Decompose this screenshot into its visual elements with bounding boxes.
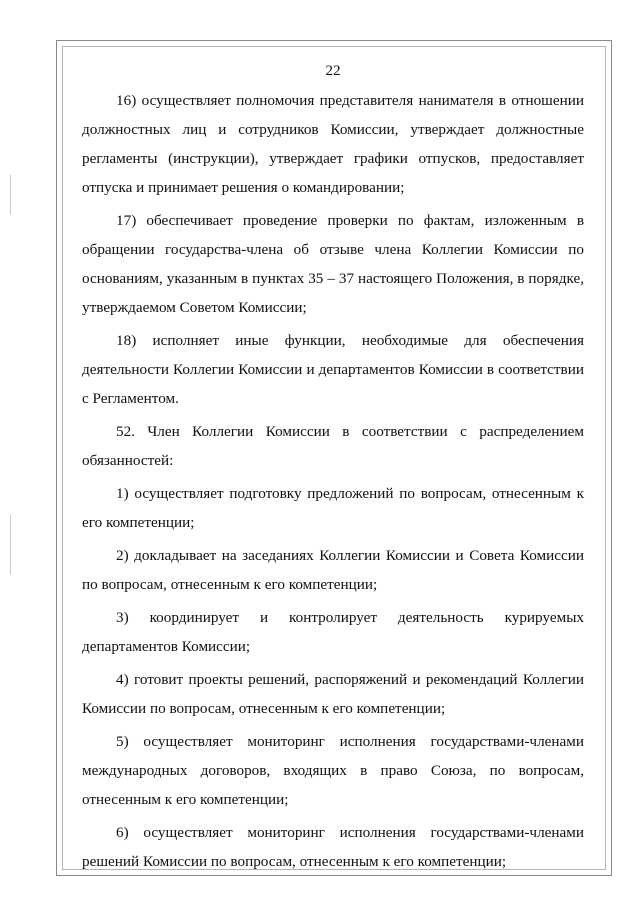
scan-artifact-left-lower [10, 515, 11, 575]
paragraph-item-1: 1) осуществляет подготовку предложений по вопросам, отнесенным к его компетенции; [82, 485, 584, 531]
page-number: 22 [325, 62, 341, 79]
paragraph-item-4: 4) готовит проекты решений, распоряжений и рекомендаций Коллегии Комиссии по вопросам, отнесенным к его компетенции; [82, 671, 584, 717]
paragraph-item-6: 6) осуществляет мониторинг исполнения государствами-членами решений Комиссии по вопросам, отнесенным к его компетенции; [82, 824, 584, 870]
paragraph-item-3: 3) координирует и контролирует деятельность курируемых департаментов Комиссии; [82, 609, 584, 655]
paragraph-item-5: 5) осуществляет мониторинг исполнения государствами-членами международных договоров, входящих в право Союза, по вопросам, отнесенным к его компетенции; [82, 733, 584, 808]
paragraph-clause-52: 52. Член Коллегии Комиссии в соответствии с распределением обязанностей: [82, 423, 584, 469]
document-page [82, 56, 584, 880]
paragraph-item-17: 17) обеспечивает проведение проверки по фактам, изложенным в обращении государства-члена об отзыве члена Коллегии Комиссии по основаниям, указанным в пунктах 35 – 37 настоящего Положения, в порядке, утверждаемом Советом Комиссии; [82, 212, 584, 316]
paragraph-item-18: 18) исполняет иные функции, необходимые для обеспечения деятельности Коллегии Комиссии и департаментов Комиссии в соответствии с Регламентом. [82, 332, 584, 407]
paragraph-item-16: 16) осуществляет полномочия представителя нанимателя в отношении должностных лиц и сотрудников Комиссии, утверждает должностные регламенты (инструкции), утверждает графики отпусков, предоставляет отпуска и принимает решения о командировании; [82, 92, 584, 196]
paragraph-item-2: 2) докладывает на заседаниях Коллегии Комиссии и Совета Комиссии по вопросам, отнесенным к его компетенции; [82, 547, 584, 593]
scan-artifact-left [10, 175, 11, 215]
